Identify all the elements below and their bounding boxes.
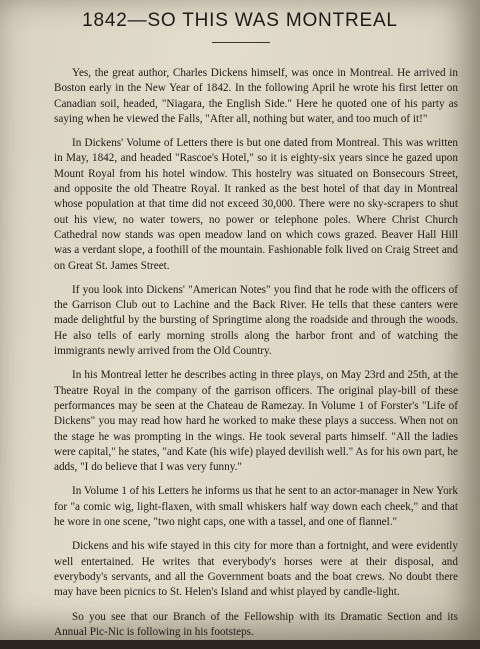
paragraph-1: Yes, the great author, Charles Dickens himself, was once in Montreal. He arrived in Boston early in the New Year of 1842. In the following April he wrote his first letter on Canadian soil, headed, "Niagara, the English Side." Here he quoted one of his party as saying when he viewed the Falls, "After all, nothing but water, and too much of it!" [54, 67, 458, 125]
article-body [54, 66, 458, 649]
paragraph-3: If you look into Dickens' "American Notes" you find that he rode with the officers of the Garrison Club out to Lachine and the Back River. He tells that these canters were made delightful by the bursting of Springtime along the roadside and through the woods. He also tells of early morning strolls along the harbor front and of watching the immigrants newly arrived from the Old Country. [54, 283, 458, 358]
paragraph-5: In Volume 1 of his Letters he informs us that he sent to an actor-manager in New York for "a comic wig, light-flaxen, with small whiskers half way down each cheek," and that he wore in one scene, "two night caps, one with a tassel, and one of flannel." [54, 485, 458, 529]
title-rule [212, 42, 270, 43]
paragraph-4: In his Montreal letter he describes acting in three plays, on May 23rd and 25th, at the Theatre Royal in the company of the garrison officers. The original play-bill of these performances may be seen at the Chateau de Ramezay. In Volume 1 of Forster's "Life of Dickens" you may read how hard he worked to make these plays a success. When not on the stage he was prompting in the wings. He took several parts himself. "All the ladies were capital," he states, "and Kate (his wife) played devilish well." As for his own part, he adds, "I do believe that I was very funny." [54, 369, 458, 474]
paragraph-7: So you see that our Branch of the Fellowship with its Dramatic Section and its Annual Pic-Nic is following in his footsteps. [54, 610, 458, 638]
paragraph-2: In Dickens' Volume of Letters there is but one dated from Montreal. This was written in May, 1842, and headed "Rascoe's Hotel," so it is eighty-six years since he gazed upon Mount Royal from his hotel window. This hostelry was situated on Bonsecours Street, and opposite the old Theatre Royal. It ranked as the best hotel of that day in Montreal whose population at that time did not exceed 30,000. There were no sky-scrapers to shut out his view, no water towers, no power or telephone poles. Where Christ Church Cathedral now stands was open meadow land on which cows grazed. Beaver Hall Hill was a verdant slope, a foothill of the mountain. Fashionable folk lived on Craig Street and on Great St. James Street. [54, 137, 458, 272]
paragraph-6: Dickens and his wife stayed in this city for more than a fortnight, and were evidently well entertained. He writes that everybody's horses were at their disposal, and everybody's servants, and all the Government boats and the boat crews. No doubt there may have been picnics to St. Helen's Island and whist played by candle-light. [54, 540, 458, 599]
page-title: 1842—SO THIS WAS MONTREAL [82, 10, 398, 31]
